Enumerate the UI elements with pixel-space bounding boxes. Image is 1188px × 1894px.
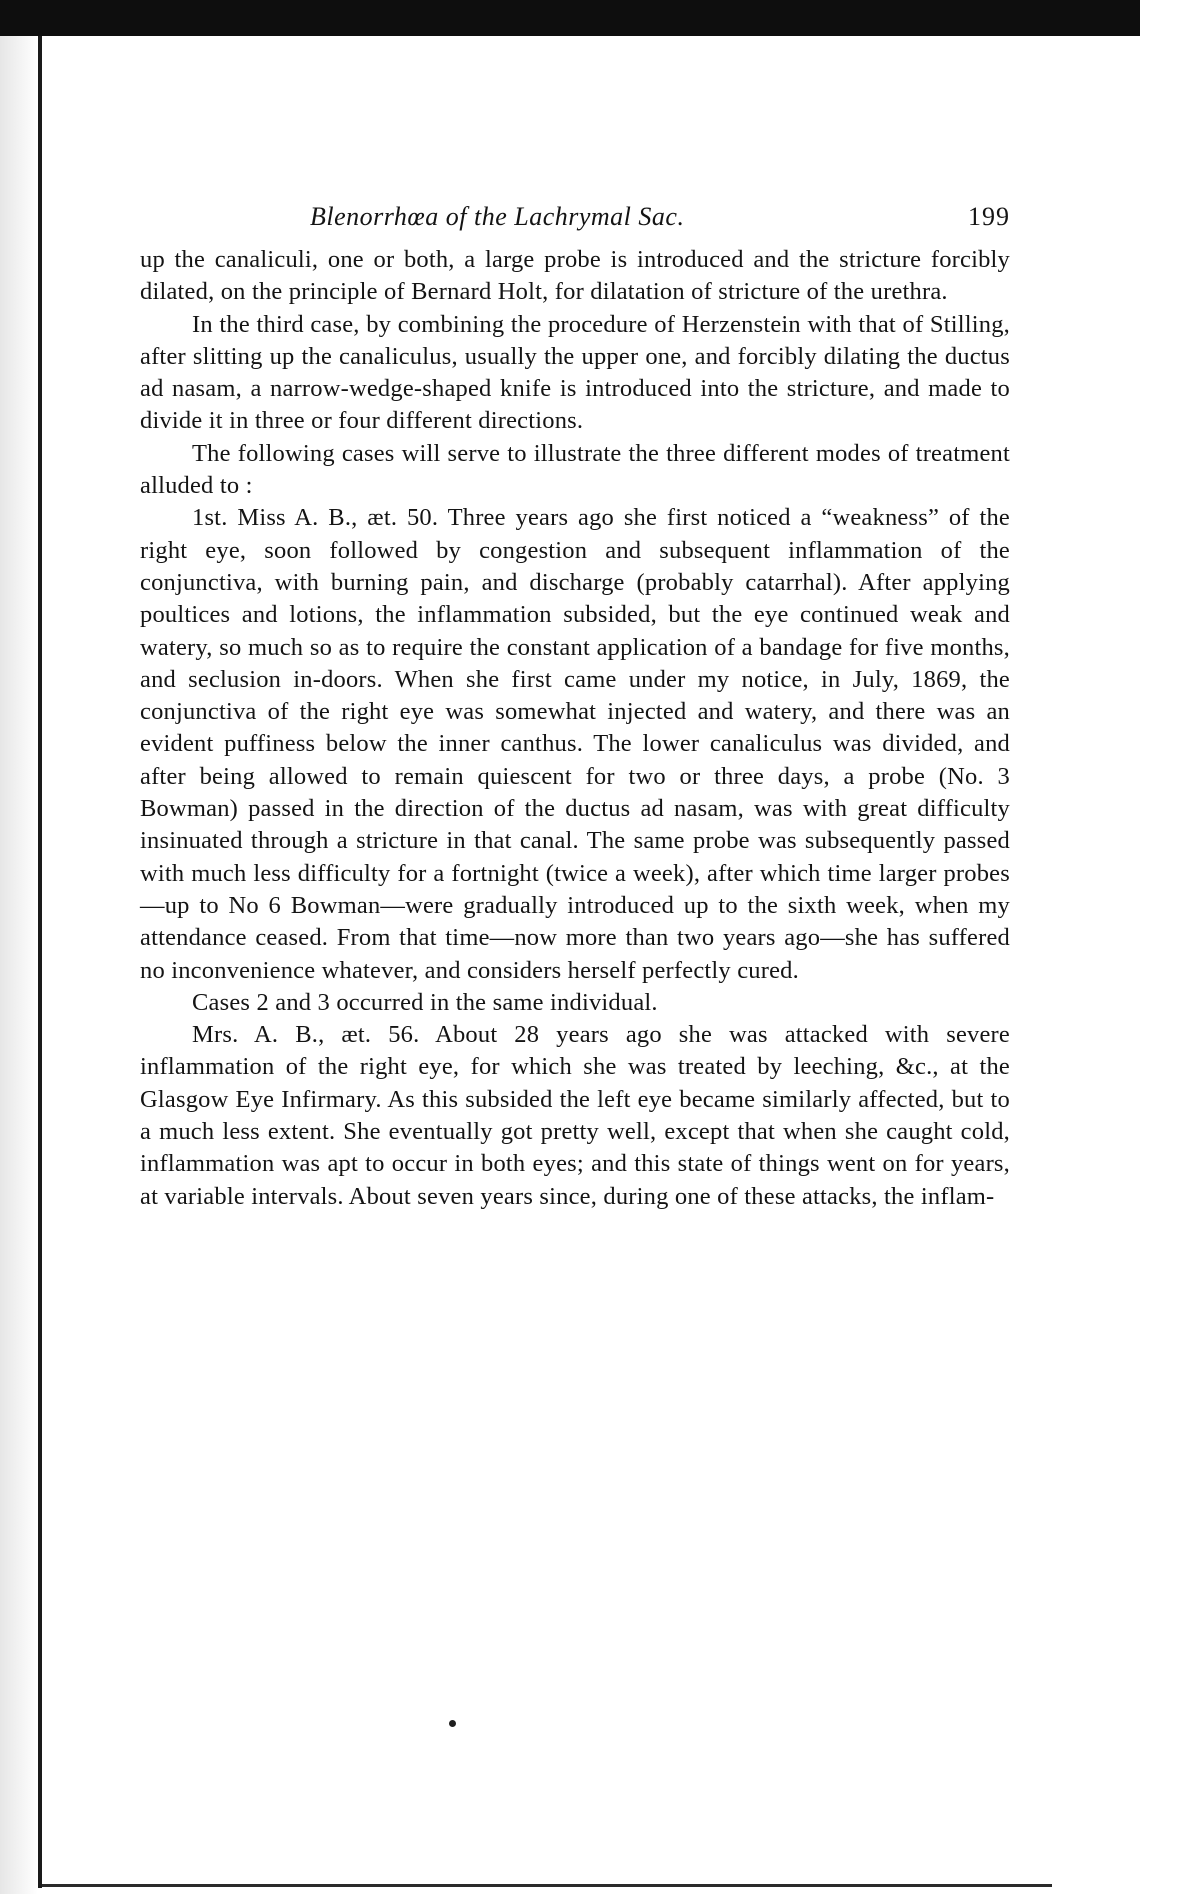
scan-left-border [38,36,42,1888]
scan-bottom-border [42,1884,1052,1887]
running-head [140,200,1010,244]
body-text [140,244,1010,1213]
paragraph-continuation: up the canaliculi, one or both, a large probe is introduced and the stricture forcibly dilated, on the principle of Bernard Holt, for dilatation of stricture of the urethra. [140,246,1010,306]
scan-speck [449,1720,456,1727]
page-number: 199 [968,202,1010,231]
scan-margin-shadow [0,36,38,1894]
paragraph-third-case: In the third case, by combining the procedure of Herzenstein with that of Stilling, after slitting up the canaliculus, usually the upper one, and forcibly dilating the ductus ad nasam, a narrow-wedge-shaped knife is introduced into the stricture, and made to divide it in three or four different directions. [140,310,1010,435]
running-title: Blenorrhœa of the Lachrymal Sac. [310,202,685,231]
paragraph-case-2: Mrs. A. B., æt. 56. About 28 years ago she was attacked with severe inflammation of the right eye, for which she was treated by leeching, &c., at the Glasgow Eye Infirmary. As this subsided the left eye became similarly affected, but to a much less extent. She eventually got pretty well, except that when she caught cold, inflammation was apt to occur in both eyes; and this state of things went on for years, at variable intervals. About seven years since, during one of these attacks, the inflam- [140,1021,1010,1210]
paragraph-case-1: 1st. Miss A. B., æt. 50. Three years ago she first noticed a “weakness” of the right eye, soon followed by congestion and subsequent inflammation of the conjunctiva, with burning pain, and discharge (probably catarrhal). After applying poultices and lotions, the inflammation subsided, but the eye continued weak and watery, so much so as to require the constant application of a bandage for five months, and seclusion in-doors. When she first came under my notice, in July, 1869, the conjunctiva of the right eye was somewhat injected and watery, and there was an evident puffiness below the inner canthus. The lower canaliculus was divided, and after being allowed to remain quiescent for two or three days, a probe (No. 3 Bowman) passed in the direction of the ductus ad nasam, was with great difficulty insinuated through a stricture in that canal. The same probe was subsequently passed with much less difficulty for a fortnight (twice a week), after which time larger probes—up to No 6 Bowman—were gradually introduced up to the sixth week, when my attendance ceased. From that time—now more than two years ago—she has suffered no inconvenience whatever, and considers herself perfectly cured. [140,504,1010,984]
paragraph-cases-2-3-intro: Cases 2 and 3 occurred in the same individual. [192,988,658,1016]
book-page [140,200,1010,1213]
paragraph-cases-intro: The following cases will serve to illustrate the three different modes of treatment alluded to : [140,439,1010,500]
scan-top-border [0,0,1140,36]
